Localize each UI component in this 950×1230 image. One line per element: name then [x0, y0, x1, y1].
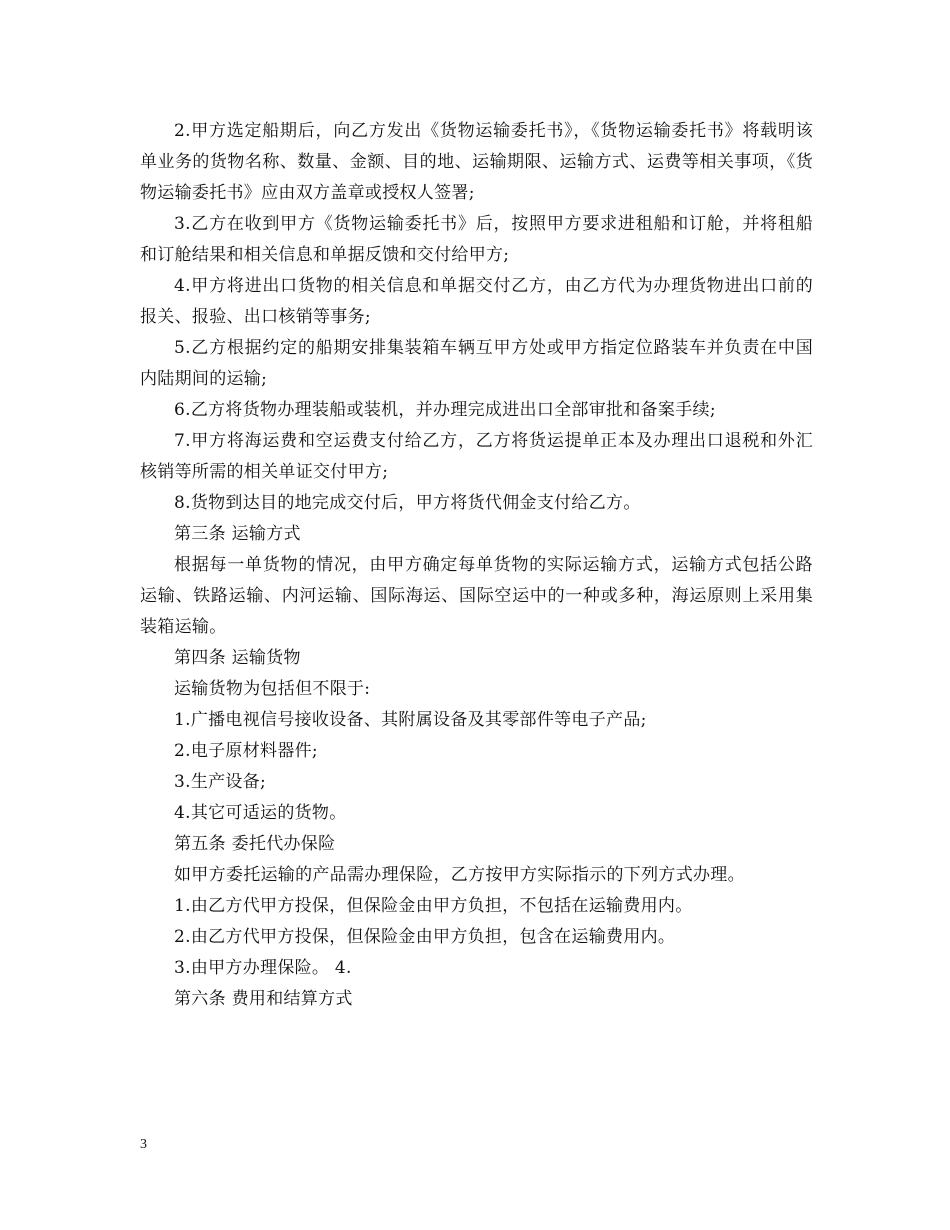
clause-2: 2.甲方选定船期后，向乙方发出《货物运输委托书》，《货物运输委托书》将载明该单业务的货物名称、数量、金额、目的地、运输期限、运输方式、运费等相关事项，《货物运输委托书》应由双方盖章或授权人签署; — [140, 121, 813, 203]
goods-item-2: 2.电子原材料器件; — [174, 741, 318, 761]
clause-8: 8.货物到达目的地完成交付后，甲方将货代佣金支付给乙方。 — [174, 493, 641, 513]
article-4-heading: 第四条 运输货物 — [174, 648, 301, 668]
clause-3: 3.乙方在收到甲方《货物运输委托书》后，按照甲方要求进租船和订舱，并将租船和订舱结果和相关信息和单据反馈和交付给甲方; — [140, 214, 813, 265]
article-5-intro: 如甲方委托运输的产品需办理保险，乙方按甲方实际指示的下列方式办理。 — [174, 865, 745, 885]
article-6-heading: 第六条 费用和结算方式 — [174, 989, 353, 1009]
clause-6: 6.乙方将货物办理装船或装机，并办理完成进出口全部审批和备案手续; — [174, 400, 716, 420]
article-5-heading: 第五条 委托代办保险 — [174, 834, 336, 854]
article-3-text: 根据每一单货物的情况，由甲方确定每单货物的实际运输方式，运输方式包括公路运输、铁路运输、内河运输、国际海运、国际空运中的一种或多种，海运原则上采用集装箱运输。 — [140, 555, 813, 637]
insurance-option-3: 3.由甲方办理保险。 4. — [174, 958, 352, 978]
insurance-option-1: 1.由乙方代甲方投保，但保险金由甲方负担，不包括在运输费用内。 — [174, 896, 693, 916]
clause-5: 5.乙方根据约定的船期安排集装箱车辆互甲方处或甲方指定位路装车并负责在中国内陆期间的运输; — [140, 338, 813, 389]
clause-7: 7.甲方将海运费和空运费支付给乙方，乙方将货运提单正本及办理出口退税和外汇核销等所需的相关单证交付甲方; — [140, 431, 813, 482]
document-body — [140, 116, 813, 1015]
goods-item-4: 4.其它可适运的货物。 — [174, 803, 347, 823]
article-4-intro: 运输货物为包括但不限于: — [174, 679, 371, 699]
article-3-heading: 第三条 运输方式 — [174, 524, 301, 544]
goods-item-3: 3.生产设备; — [174, 772, 267, 792]
clause-4: 4.甲方将进出口货物的相关信息和单据交付乙方，由乙方代为办理货物进出口前的报关、报验、出口核销等事务; — [140, 276, 813, 327]
insurance-option-2: 2.由乙方代甲方投保，但保险金由甲方负担，包含在运输费用内。 — [174, 927, 676, 947]
page-number: 3 — [140, 1137, 147, 1152]
goods-item-1: 1.广播电视信号接收设备、其附属设备及其零部件等电子产品; — [174, 710, 647, 730]
